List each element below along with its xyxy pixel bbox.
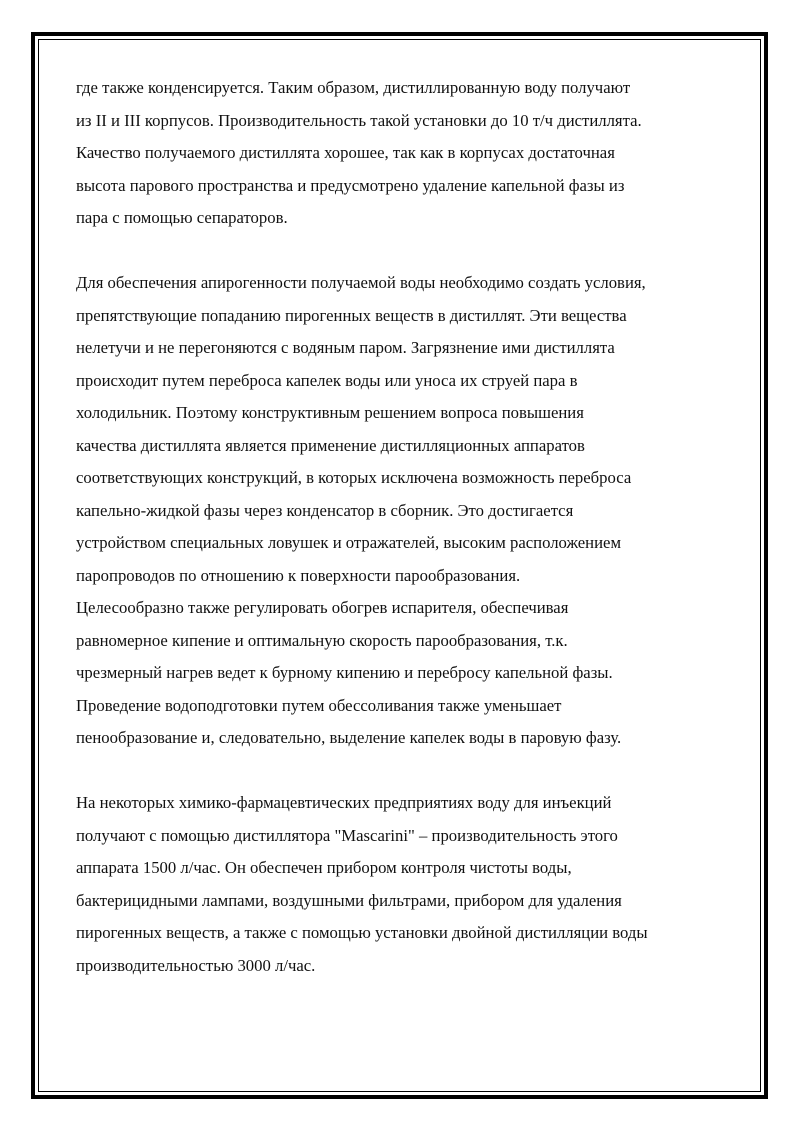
paragraph-distillate-quality: где также конденсируется. Таким образом, дистиллированную воду получают из II и III корпусов. Производительность такой установки до 10 т/ч дистиллята. Качество получаемого дистиллята хорошее, так как в корпусах достаточная высота парового пространства и предусмотрено удаление капельной фазы из пара с помощью сепараторов. <box>76 78 642 227</box>
paragraph-spacer <box>76 755 736 788</box>
document-body <box>76 72 736 982</box>
paragraph-mascarini: На некоторых химико-фармацевтических предприятиях воду для инъекций получают с помощью дистиллятора "Mascarini" – производительность этого аппарата 1500 л/час. Он обеспечен прибором контроля чистоты воды, бактерицидными лампами, воздушными фильтрами, прибором для удаления пирогенных веществ, а также с помощью установки двойной дистилляции воды производительностью 3000 л/час. <box>76 793 648 975</box>
paragraph-apyrogenicity: Для обеспечения апирогенности получаемой воды необходимо создать условия, препятствующие попаданию пирогенных веществ в дистиллят. Эти вещества нелетучи и не перегоняются с водяным паром. Загрязнение ими дистиллята происходит путем переброса капелек воды или уноса их струей пара в холодильник. Поэтому конструктивным решением вопроса повышения качества дистиллята является применение дистилляционных аппаратов соответствующих конструкций, в которых исключена возможность переброса капельно-жидкой фазы через конденсатор в сборник. Это достигается устройством специальных ловушек и отражателей, высоким расположением паропроводов по отношению к поверхности парообразования. Целесообразно также регулировать обогрев испарителя, обеспечивая равномерное кипение и оптимальную скорость парообразования, т.к. чрезмерный нагрев ведет к бурному кипению и перебросу капельной фазы. Проведение водоподготовки путем обессоливания также уменьшает пенообразование и, следовательно, выделение капелек воды в паровую фазу. <box>76 273 646 747</box>
paragraph-spacer <box>76 235 736 268</box>
